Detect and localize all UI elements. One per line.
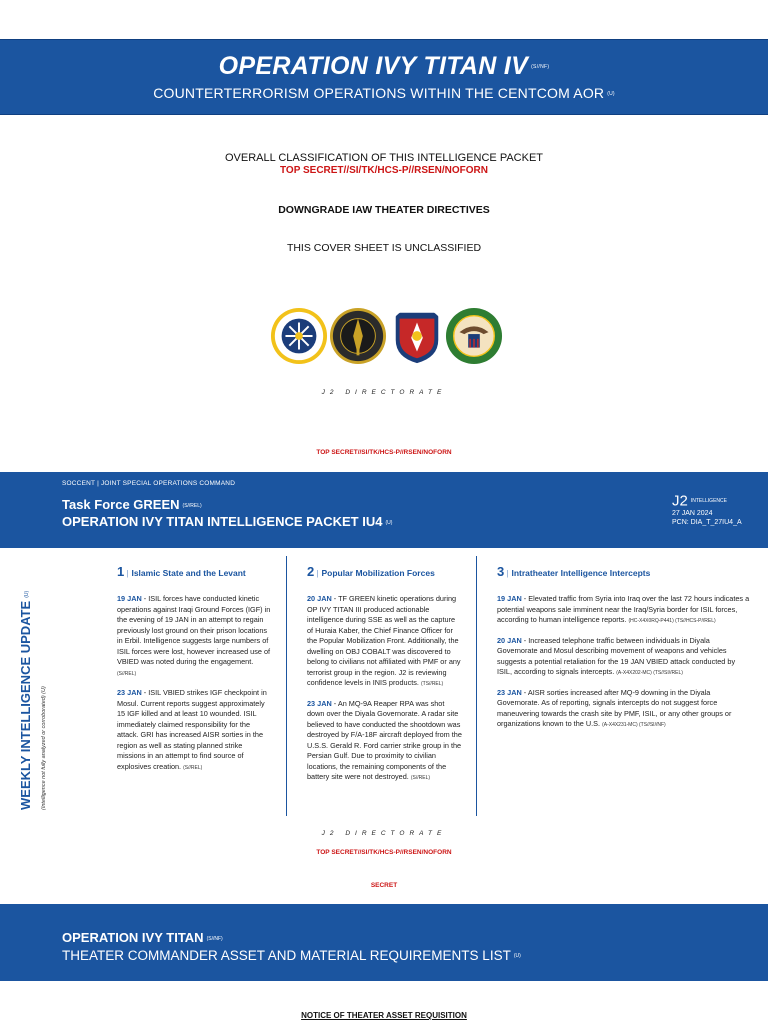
column-heading-text: Islamic State and the Levant: [131, 568, 246, 578]
column-divider: [286, 556, 287, 816]
cover-header: [0, 39, 768, 115]
entry-text: - ISIL forces have conducted kinetic operations against Iraqi Ground Forces (IGF) in the evening of 19 JAN in an attempt to regain previously lost ground on their prison locations in Erbil. Intelligence suggests large numbers of ISIL forces were lost, however increased use of VBIED was noted during the engagement.: [117, 594, 271, 666]
entry-source: (HC-X4X0RQ-P441) (TS//HCS-P//REL): [628, 618, 716, 624]
entry-source: (S//REL): [410, 775, 431, 781]
column-intercepts: [497, 564, 752, 740]
entry-text: - AISR sorties increased after MQ-9 downing in the Diyala Governorate. As of reporting, signals intercepts do not suggest force maneuvering towards the crash site by PMF, ISIL, or any other groups or organizations known to the U.S.: [497, 687, 732, 728]
weekly-update-note: (Intelligence not fully analyzed or corroborated) (U): [41, 686, 47, 810]
entry-date: 23 JAN: [307, 698, 332, 708]
entry-text: - An MQ-9A Reaper RPA was shot down over the Diyala Governorate. A radar site believed to have conducted the shootdown was destroyed by F/A-18F aircraft deployed from the U.S.S. Gerald R. Ford carrier strike group in the Persian Gulf. Due to proximity to civilian locations, the remaining components of the battery site were not destroyed.: [307, 698, 462, 781]
column-heading: 1 | Islamic State and the Levant: [117, 564, 246, 579]
column-divider: [476, 556, 477, 816]
intel-entry: [307, 699, 462, 784]
requirements-header: [0, 904, 768, 981]
entry-source: (S//REL): [183, 764, 203, 771]
entry-date: 20 JAN: [307, 594, 332, 603]
operation-subtitle-marking: (U): [607, 91, 615, 98]
requirements-subtitle: [62, 948, 521, 963]
packet-title-text: OPERATION IVY TITAN INTELLIGENCE PACKET IU4: [62, 514, 383, 529]
column-heading-text: Intratheater Intelligence Intercepts: [511, 568, 651, 578]
column-number: 3: [497, 564, 505, 579]
packet-directorate-label: J2 DIRECTORATE: [321, 830, 447, 837]
entry-text: - Increased telephone traffic between individuals in Diyala Governorate and Mosul describing movement of weapons and vehicles suggests a potential retaliation for the 19 JAN VBIED attack conducted by ISIL, according to signals intercepts.: [497, 635, 736, 676]
requirements-title: [62, 930, 223, 945]
seal-row: [268, 307, 500, 367]
entry-source: (TS//REL): [420, 681, 444, 687]
downgrade-note: DOWNGRADE IAW THEATER DIRECTIVES: [278, 204, 490, 216]
column-heading: 2 | Popular Mobilization Forces: [307, 564, 435, 579]
requirements-subtitle-marking: (U): [513, 953, 521, 960]
weekly-update-title-marking: (U): [23, 590, 30, 598]
unit-label: SOCCENT | JOINT SPECIAL OPERATIONS COMMAND: [62, 480, 236, 487]
operation-title-marking: (S//NF): [531, 64, 550, 71]
weekly-update-title-text: WEEKLY INTELLIGENCE UPDATE: [18, 600, 33, 810]
column-pmf: [307, 564, 462, 793]
entry-date: 20 JAN: [497, 635, 522, 645]
entry-text: - TF GREEN kinetic operations during OP IVY TITAN III produced actionable intelligence during SSE as well as the capture of Huraia Kaber, the Chief Finance Officer for the Popular Mobilization Front. Additionally, the dwelling on OBJ COBALT was discovered to belong to civilians not affiliated with PMF or any terrorist group in the region. J2 is reviewing confidence levels in INIS products.: [307, 594, 461, 687]
entry-date: 19 JAN: [117, 594, 142, 603]
cover-footer-classification: TOP SECRET//SI/TK/HCS-P//RSEN/NOFORN: [316, 449, 452, 456]
task-force-marking: (S//REL): [182, 502, 202, 509]
intel-entry: [497, 594, 752, 627]
requirements-title-marking: (S//NF): [206, 935, 223, 942]
column-heading-text: Popular Mobilization Forces: [321, 568, 435, 578]
task-force-title: [62, 497, 202, 512]
asset-requisition-notice[interactable]: NOTICE OF THEATER ASSET REQUISITION: [301, 1011, 467, 1020]
packet-title-marking: (U): [385, 519, 393, 526]
secret-marking: SECRET: [370, 882, 398, 889]
j2-text: J2: [672, 492, 688, 510]
operation-title-text: OPERATION IVY TITAN IV: [218, 52, 529, 80]
overall-classification-label: OVERALL CLASSIFICATION OF THIS INTELLIGENCE PACKET: [224, 152, 544, 164]
entry-date: 23 JAN: [497, 687, 522, 697]
special-operations-command-seal: [329, 307, 387, 365]
unclassified-note: THIS COVER SHEET IS UNCLASSIFIED: [286, 242, 482, 254]
j2-directorate-label: J2 DIRECTORATE: [321, 389, 447, 396]
weekly-update-title: [18, 591, 33, 810]
task-force-name: Task Force GREEN: [62, 497, 180, 512]
entry-source: (S//REL): [117, 670, 137, 677]
intel-entry: [117, 688, 272, 773]
packet-pcn: PCN: DIA_T_27IU4_A: [672, 519, 742, 526]
weekly-update-side: [16, 560, 50, 810]
intel-entry: [497, 688, 752, 731]
j2-intelligence-label: INTELLIGENCE: [690, 498, 727, 505]
operation-subtitle: [0, 85, 768, 101]
requirements-title-text: OPERATION IVY TITAN: [62, 930, 204, 945]
operation-subtitle-text: COUNTERTERRORISM OPERATIONS WITHIN THE CENTCOM AOR: [153, 85, 605, 101]
intel-entry: [497, 636, 752, 679]
airborne-seal: [388, 307, 446, 365]
packet-date: 27 JAN 2024: [672, 510, 713, 517]
intel-entry: [117, 594, 272, 679]
overall-classification: TOP SECRET//SI/TK/HCS-P//RSEN/NOFORN: [280, 165, 488, 176]
packet-title: [62, 514, 392, 529]
entry-text: - ISIL VBIED strikes IGF checkpoint in Mosul. Current reports suggest approximately 15 IGF killed and at least 10 wounded. ISIL immediately claimed responsibility for the attack. GRI has increased AISR sorties in the region as well as stating planned strike missions in an attempt to find source of explosives creation.: [117, 688, 267, 771]
j2-label: [672, 492, 727, 510]
column-number: 2: [307, 564, 315, 579]
packet-footer-classification: TOP SECRET//SI/TK/HCS-P//RSEN/NOFORN: [316, 849, 452, 856]
entry-text: - Elevated traffic from Syria into Iraq over the last 72 hours indicates a potential weapons sale imminent near the Iraq/Syria border for ISIL forces, according to human intelligence reports.: [497, 594, 750, 624]
column-heading: 3 | Intratheater Intelligence Intercepts: [497, 564, 651, 579]
operation-title: [0, 52, 768, 81]
entry-source: (A-X4X231-MC) (TS//SI//NF): [602, 722, 666, 728]
joint-special-operations-command-seal: [270, 307, 328, 365]
column-number: 1: [117, 564, 125, 579]
entry-date: 23 JAN: [117, 688, 142, 697]
central-command-seal: [445, 307, 503, 365]
requirements-subtitle-text: THEATER COMMANDER ASSET AND MATERIAL REQUIREMENTS LIST: [62, 948, 511, 963]
column-isil: [117, 564, 272, 782]
entry-source: (A-X4X202-MC) (TS//SI//REL): [616, 670, 683, 676]
entry-date: 19 JAN: [497, 594, 522, 603]
intel-entry: [307, 594, 462, 690]
packet-header: [0, 472, 768, 548]
